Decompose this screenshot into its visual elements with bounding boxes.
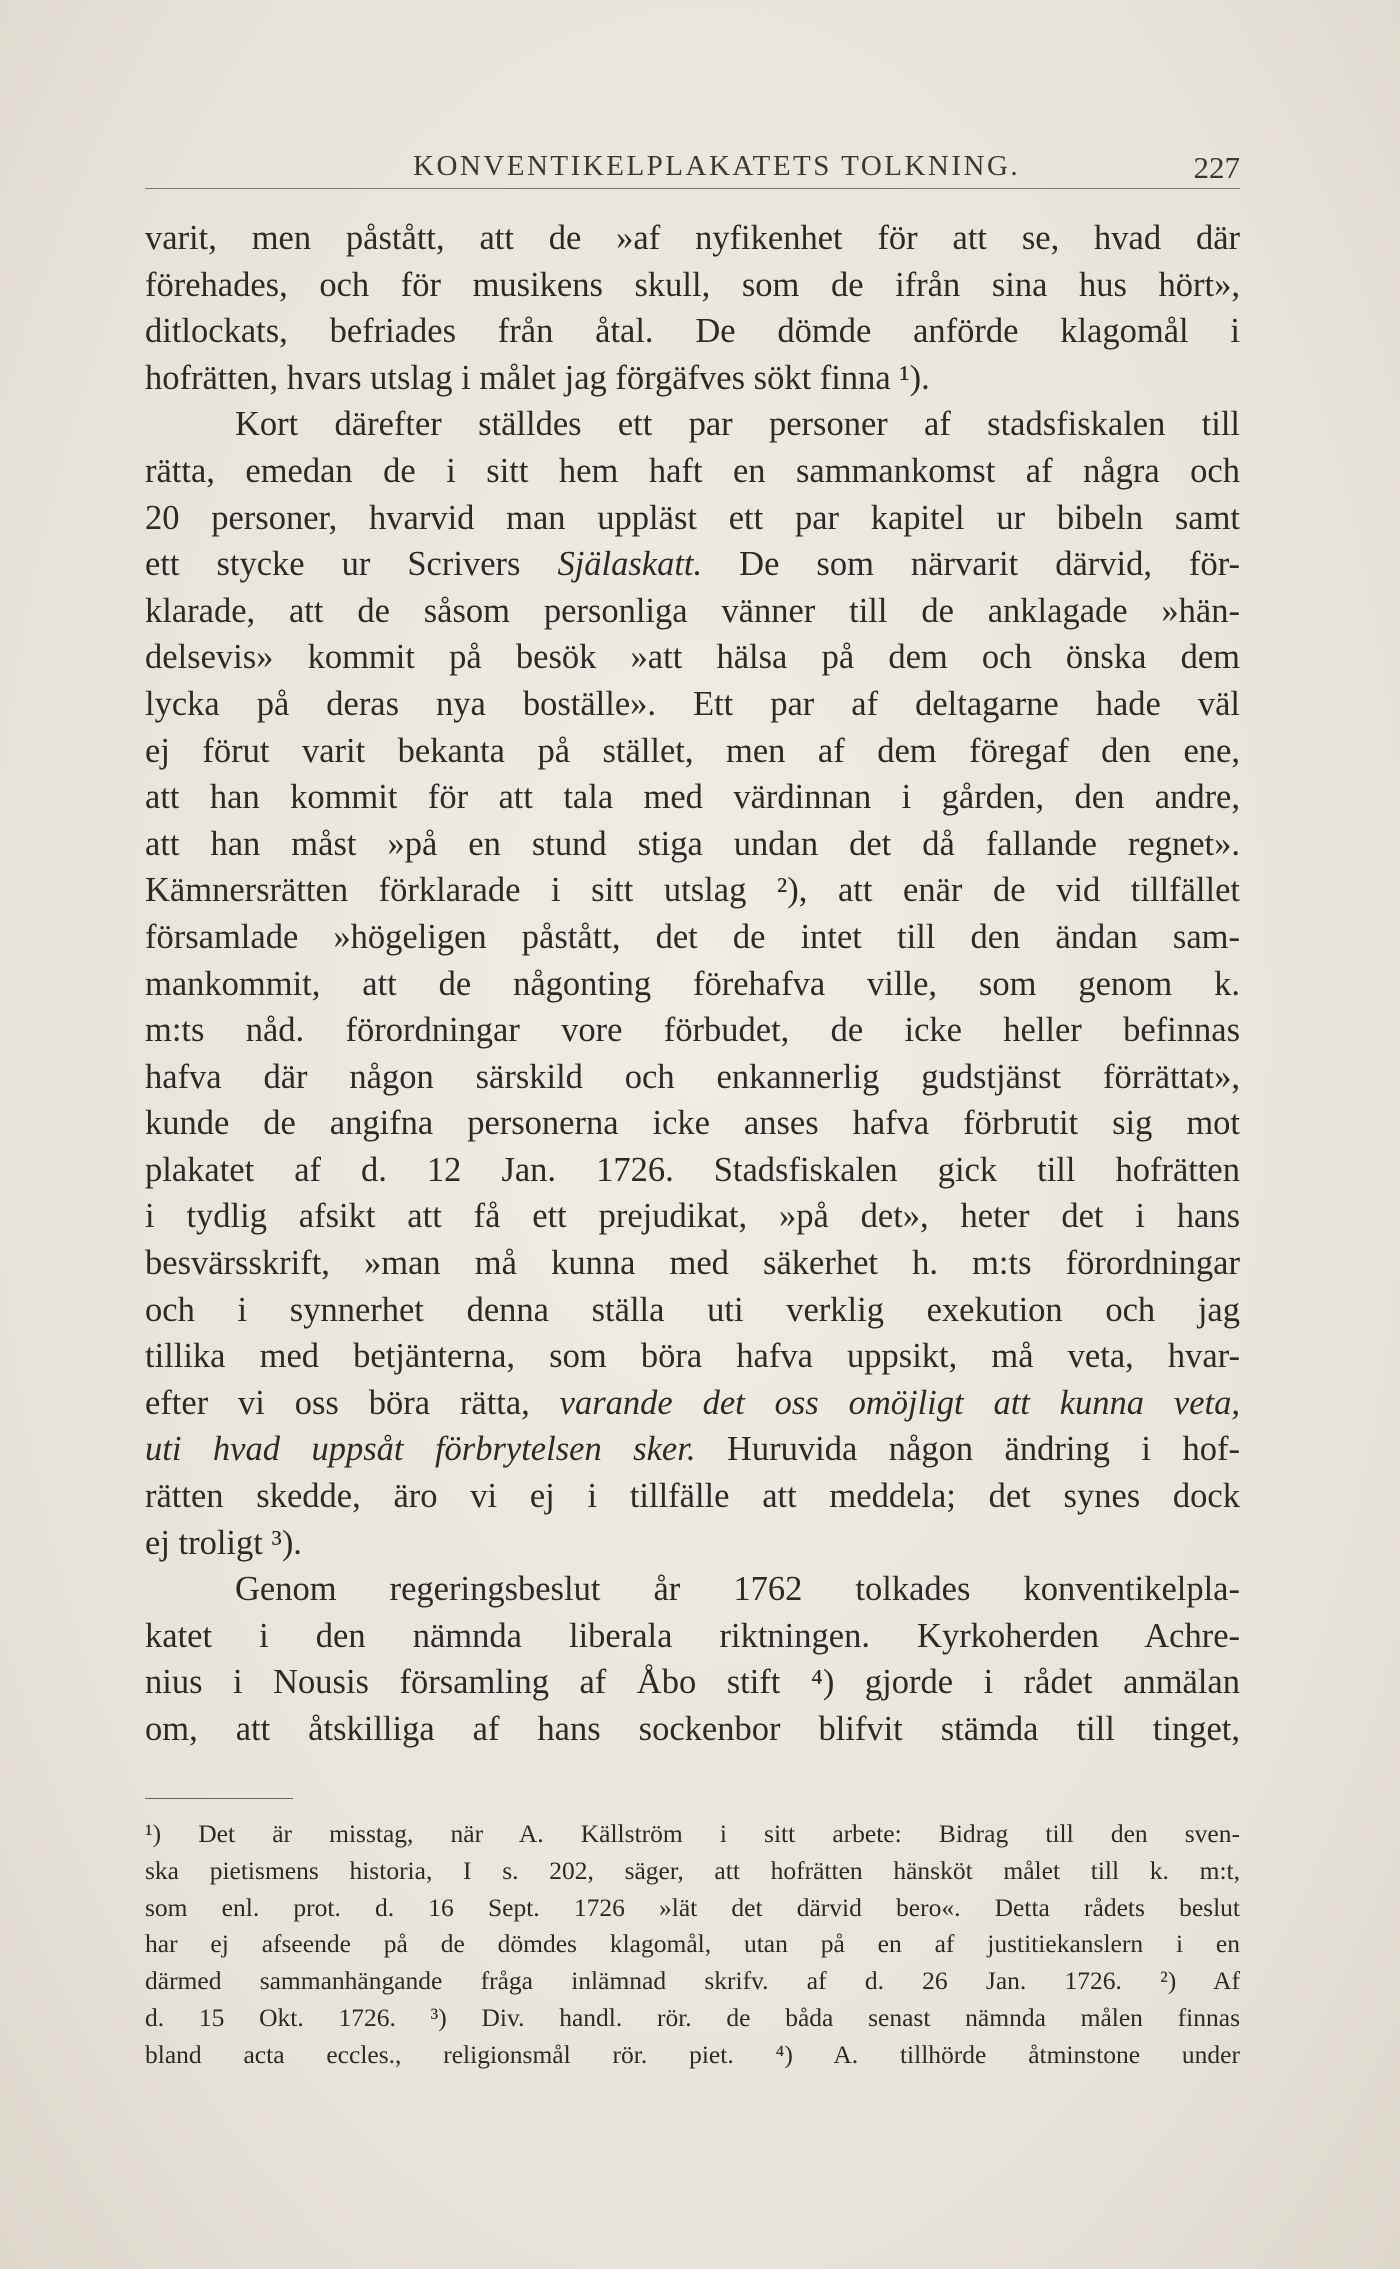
text-line: rätta, emedan de i sitt hem haft en sammankomst af några och: [145, 451, 1240, 490]
text-line: att han måst »på en stund stiga undan det då fallande regnet».: [145, 824, 1240, 863]
text-line: tillika med betjänterna, som böra hafva uppsikt, må veta, hvar-: [145, 1337, 1240, 1376]
footnote-line: bland acta eccles., religionsmål rör. piet. ⁴) A. tillhörde åtminstone under: [145, 2039, 1240, 2069]
paragraph-start-line: Genom regeringsbeslut år 1762 tolkades konventikelpla-: [235, 1570, 1240, 1609]
text-line: lycka på deras nya boställe». Ett par af deltagarne hade väl: [145, 684, 1240, 723]
text-line: Kämnersrätten förklarade i sitt utslag ²), att enär de vid tillfället: [145, 871, 1240, 910]
text-segment: ett stycke ur Scrivers: [145, 545, 558, 584]
body-text: [145, 215, 1240, 1753]
text-line: nius i Nousis församling af Åbo stift ⁴) gjorde i rådet anmälan: [145, 1663, 1240, 1702]
text-line: ej troligt ³).: [145, 1523, 302, 1562]
text-line: m:ts nåd. förordningar vore förbudet, de icke heller befinnas: [145, 1011, 1240, 1050]
text-line: församlade »högeligen påstått, det de intet till den ändan sam-: [145, 917, 1240, 956]
text-line: katet i den nämnda liberala riktningen. Kyrkoherden Achre-: [145, 1616, 1240, 1655]
text-line-with-italic: [145, 1426, 1240, 1473]
footnotes: [145, 1816, 1240, 2074]
footnote-line: d. 15 Okt. 1726. ³) Div. handl. rör. de båda senast nämnda målen finnas: [145, 2002, 1240, 2032]
text-segment: efter vi oss böra rätta,: [145, 1383, 560, 1422]
text-line-with-italic: [145, 1380, 1240, 1427]
italic-title-sjalaskatt: Själaskatt.: [557, 545, 703, 584]
text-line: i tydlig afsikt att få ett prejudikat, »på det», heter det i hans: [145, 1197, 1240, 1236]
footnote-line: som enl. prot. d. 16 Sept. 1726 »lät det därvid bero«. Detta rådets beslut: [145, 1892, 1240, 1922]
text-line: besvärsskrift, »man må kunna med säkerhet h. m:ts förordningar: [145, 1244, 1240, 1283]
text-line: 20 personer, hvarvid man uppläst ett par kapitel ur bibeln samt: [145, 498, 1240, 537]
running-head: KONVENTIKELPLAKATETS TOLKNING.: [413, 150, 1021, 182]
footnote-line: därmed sammanhängande fråga inlämnad skrifv. af d. 26 Jan. 1726. ²) Af: [145, 1966, 1240, 1996]
text-line: rätten skedde, äro vi ej i tillfälle att meddela; det synes dock: [145, 1477, 1240, 1516]
text-segment: De som närvarit därvid, för-: [702, 545, 1240, 584]
text-line: delsevis» kommit på besök »att hälsa på dem och önska dem: [145, 638, 1240, 677]
footnote-line: ¹) Det är misstag, när A. Källström i sitt arbete: Bidrag till den sven-: [145, 1819, 1240, 1848]
text-line: hafva där någon särskild och enkannerlig gudstjänst förrättat»,: [145, 1057, 1240, 1096]
text-line: förehades, och för musikens skull, som de ifrån sina hus hört»,: [145, 265, 1240, 304]
footnote-line: ska pietismens historia, I s. 202, säger, att hofrätten hänsköt målet till k. m:t,: [145, 1855, 1240, 1885]
text-line: om, att åtskilliga af hans sockenbor blifvit stämda till tinget,: [145, 1710, 1240, 1748]
text-line: klarade, att de såsom personliga vänner till de anklagade »hän-: [145, 591, 1240, 630]
text-line: ditlockats, befriades från åtal. De dömde anförde klagomål i: [145, 312, 1240, 351]
text-line: hofrätten, hvars utslag i målet jag förgäfves sökt finna ¹).: [145, 358, 930, 397]
text-line: mankommit, att de någonting förehafva ville, som genom k.: [145, 964, 1240, 1003]
footnote-separator: [145, 1798, 293, 1799]
text-line: ej förut varit bekanta på stället, men af dem föregaf den ene,: [145, 731, 1240, 770]
text-line: kunde de angifna personerna icke anses hafva förbrutit sig mot: [145, 1104, 1240, 1143]
page-number: 227: [1193, 150, 1240, 185]
italic-quote: uti hvad uppsåt förbrytelsen sker.: [145, 1430, 696, 1469]
text-line: varit, men påstått, att de »af nyfikenhet för att se, hvad där: [145, 219, 1240, 257]
text-line: plakatet af d. 12 Jan. 1726. Stadsfiskalen gick till hofrätten: [145, 1150, 1240, 1189]
text-line: att han kommit för att tala med värdinnan i gården, den andre,: [145, 778, 1240, 817]
text-segment: Huruvida någon ändring i hof-: [695, 1430, 1240, 1469]
paragraph-start-line: Kort därefter ställdes ett par personer af stadsfiskalen till: [235, 405, 1240, 444]
page-header: [145, 148, 1240, 189]
text-line: och i synnerhet denna ställa uti verklig exekution och jag: [145, 1290, 1240, 1329]
text-line-with-italic: [145, 541, 1240, 588]
footnote-line: har ej afseende på de dömdes klagomål, utan på en af justitiekanslern i en: [145, 1929, 1240, 1959]
italic-quote: varande det oss omöjligt att kunna veta,: [559, 1383, 1240, 1422]
